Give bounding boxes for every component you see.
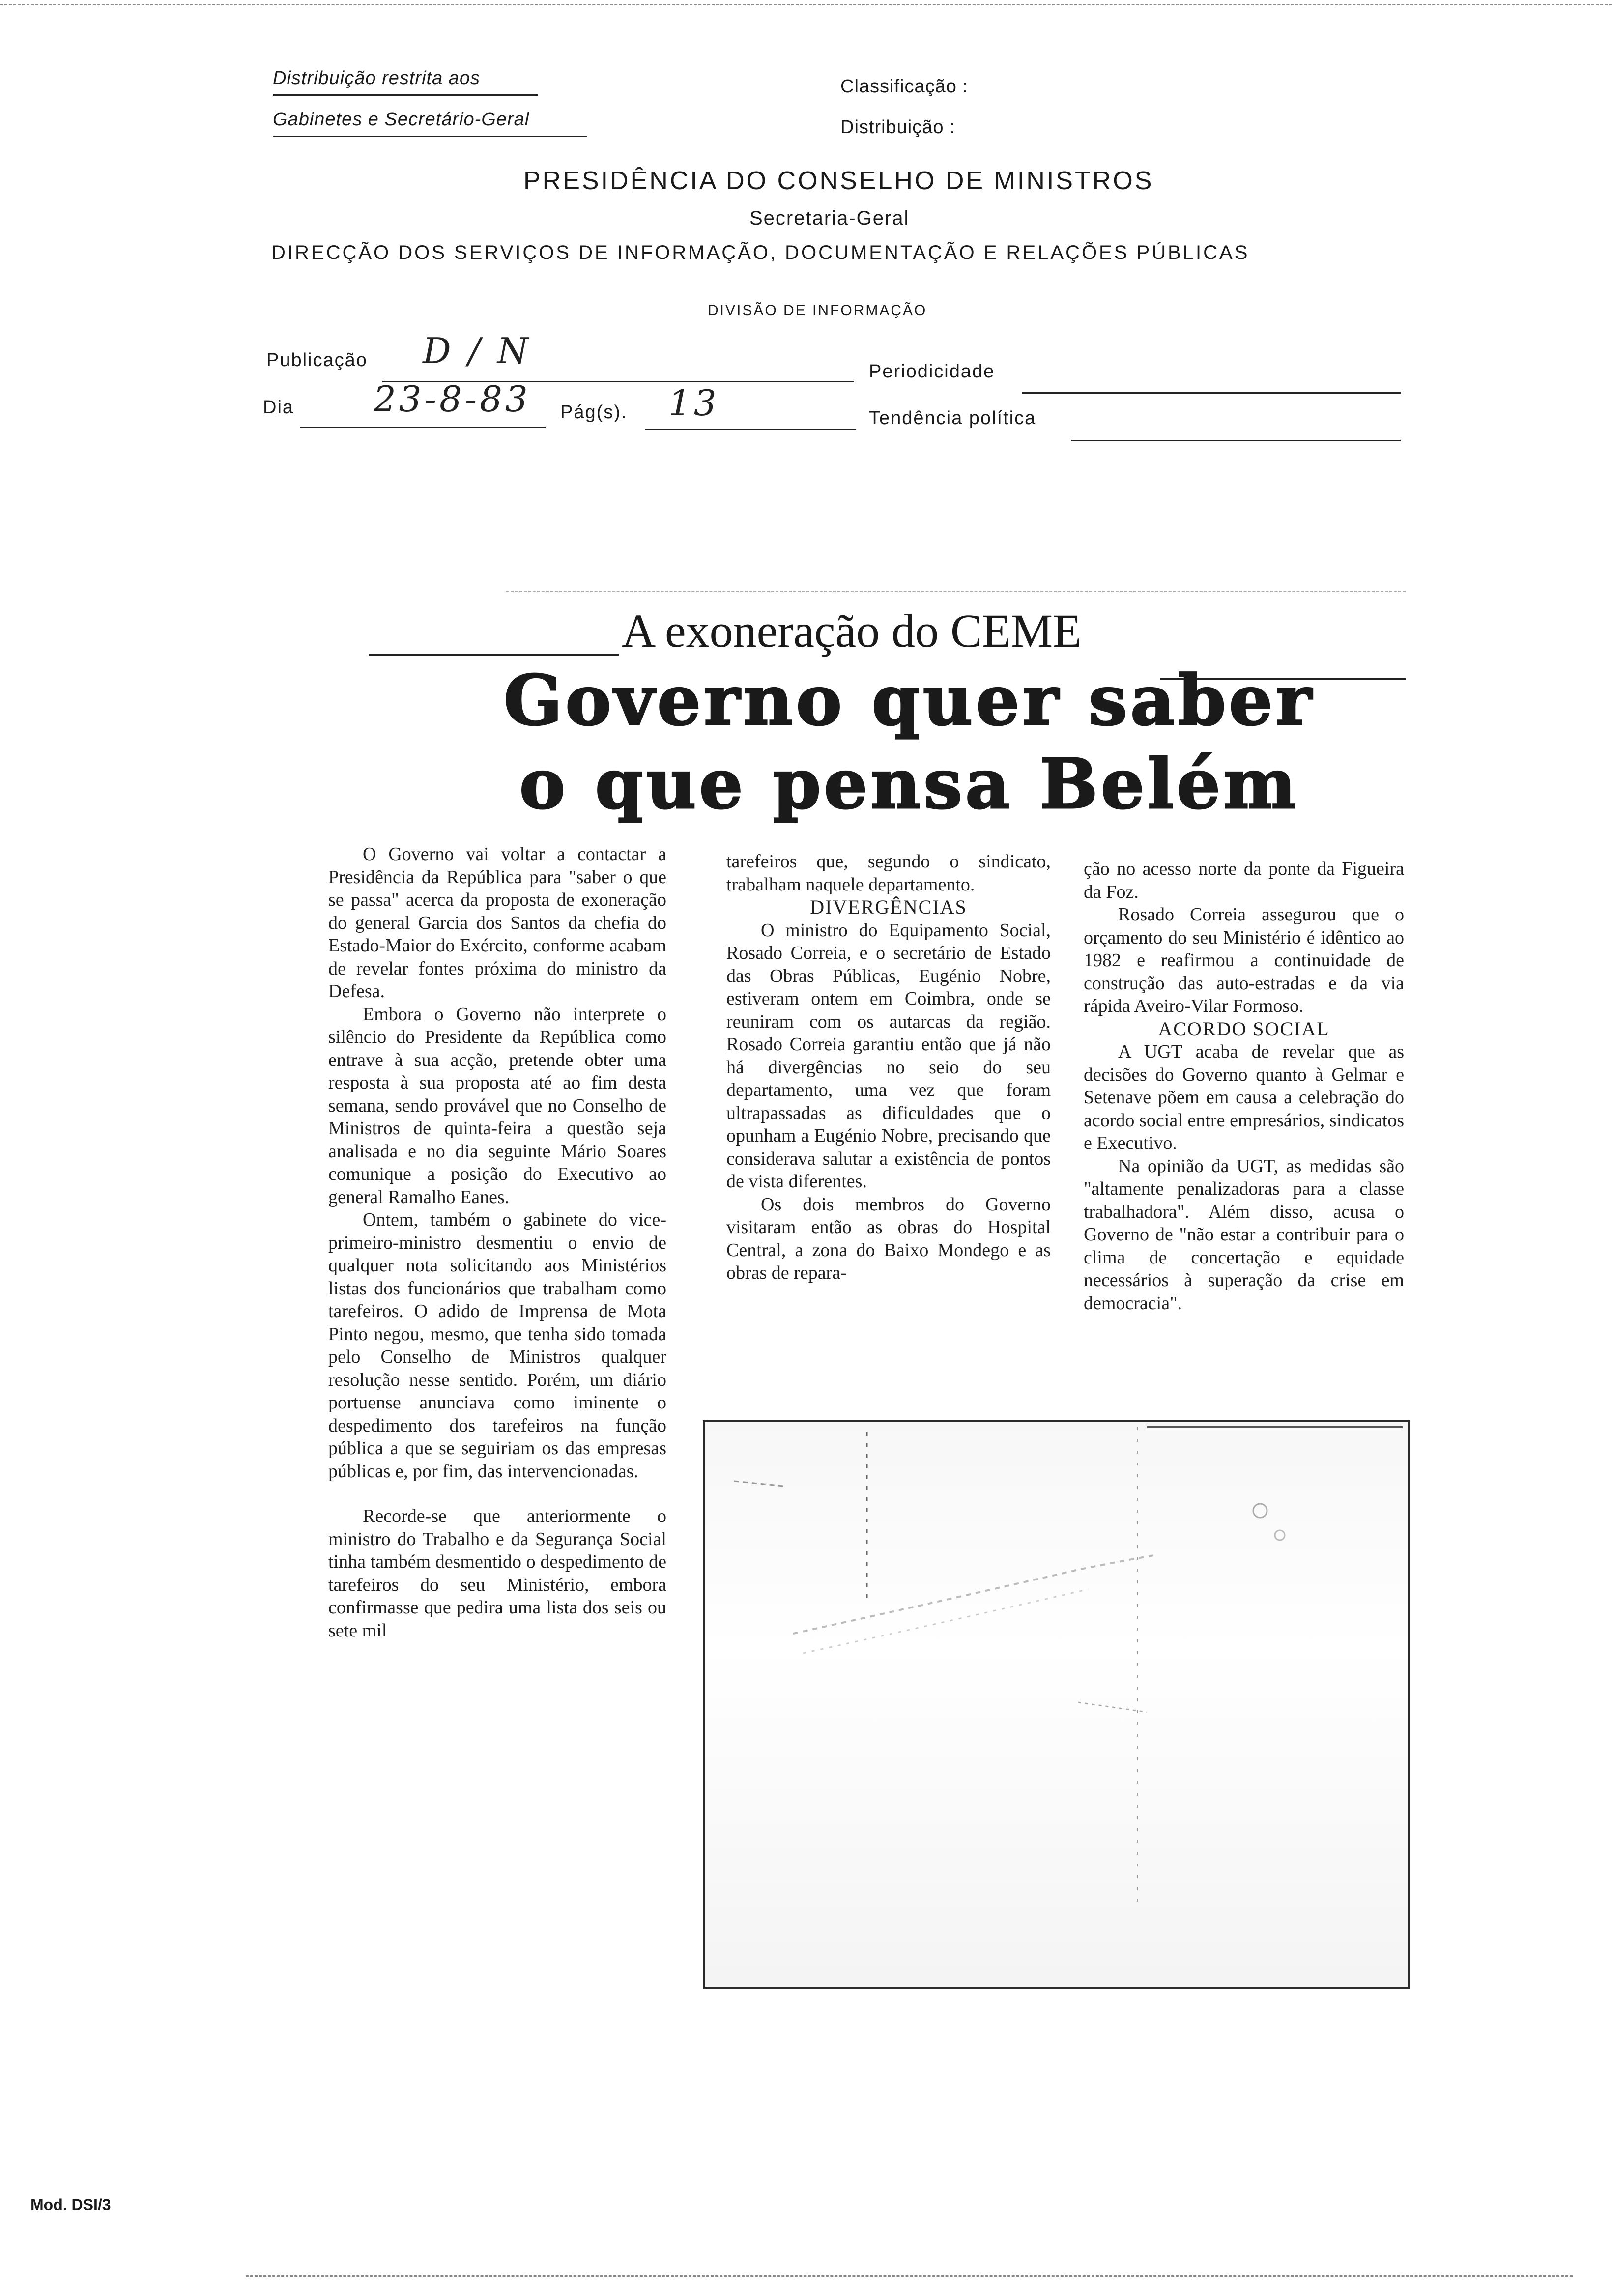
col1-paragraph: Ontem, também o gabinete do vice-primeiro-ministro desmentiu o envio de qualquer nota solicitando aos Ministérios listas dos funcionários que trabalham como tarefeiros. O adido de Imprensa de Mota Pinto negou, mesmo, que tenha sido tomada pelo Conselho de Ministros qualquer resolução nesse sentido. Porém, um diário portuense anunciava como iminente o despedimento dos tarefeiros na função pública a que se seguiriam os das empresas públicas e, por fim, das intervencionadas. <box>328 1209 666 1482</box>
col1-paragraph: Recorde-se que anteriormente o ministro do Trabalho e da Segurança Social tinha também desmentido o despedimento de tarefeiros do seu Ministério, embora confirmasse que pedira uma lista dos seis ou sete mil <box>328 1506 666 1641</box>
clipping-top-edge <box>506 591 1406 592</box>
day-value: 23-8-83 <box>374 378 531 420</box>
periodicity-underline <box>1022 392 1401 394</box>
day-label: Dia <box>263 397 294 418</box>
pages-label: Pág(s). <box>560 402 628 423</box>
photo-faded-content <box>705 1422 1408 1987</box>
article-headline-line2: o que pensa Belém <box>519 744 1299 825</box>
col1-paragraph: O Governo vai voltar a contactar a Presidência da República para "saber o que se passa" acerca da proposta de exoneração do general Garcia dos Santos da chefia do Estado-Maior do Exército, conforme acabam de revelar fontes próxima do ministro da Defesa. <box>328 844 666 1002</box>
pages-underline <box>645 429 856 430</box>
day-underline <box>300 427 546 428</box>
tendency-underline <box>1071 440 1401 441</box>
distribution-label: Distribuição : <box>840 117 955 138</box>
periodicity-label: Periodicidade <box>869 361 995 382</box>
col3-paragraph: Rosado Correia assegurou que o orçamento do seu Ministério é idêntico ao 1982 e reafirmou a continuidade de construção das auto-estradas e da via rápida Aveiro-Vilar Formoso. <box>1084 904 1404 1016</box>
article-column-1 <box>328 843 666 1642</box>
col2-paragraph: Os dois membros do Governo visitaram então as obras do Hospital Central, a zona do Baixo Mondego e as obras de repara- <box>726 1194 1051 1283</box>
col2-subhead: DIVERGÊNCIAS <box>810 896 967 918</box>
publication-value: D / N <box>423 330 531 372</box>
article-column-2 <box>726 850 1051 1285</box>
col3-subhead: ACORDO SOCIAL <box>1158 1017 1330 1040</box>
article-headline-line1: Governo quer saber <box>503 660 1315 741</box>
tendency-label: Tendência política <box>869 408 1036 429</box>
col2-paragraph: tarefeiros que, segundo o sindicato, trabalham naquele departamento. <box>726 851 1051 895</box>
col2-paragraph: O ministro do Equipamento Social, Rosado Correia, e o secretário de Estado das Obras Públicas, Eugénio Nobre, estiveram ontem em Coimbra, onde se reuniram com os autarcas da região. Rosado Correia garantiu então que já não há divergências no seio do seu departamento, uma vez que foram ultrapassadas as dificuldades que o opunham a Eugénio Nobre, precisando que considerava salutar a existência de pontos de vista diferentes. <box>726 919 1051 1192</box>
article-column-3 <box>1084 858 1404 1315</box>
publication-label: Publicação <box>266 350 368 371</box>
division-title: DIVISÃO DE INFORMAÇÃO <box>708 302 927 318</box>
pages-value: 13 <box>668 382 720 424</box>
col3-paragraph: Na opinião da UGT, as medidas são "altamente penalizadoras para a classe trabalhadora". Além disso, acusa o Governo de "não estar a contribuir para o clima de concertação e equidade necessários à superação da crise em democracia". <box>1084 1155 1404 1314</box>
scan-edge-bottom <box>246 2275 1573 2277</box>
presidency-title: PRESIDÊNCIA DO CONSELHO DE MINISTROS <box>523 167 1154 195</box>
model-code: Mod. DSI/3 <box>30 2196 111 2213</box>
classification-label: Classificação : <box>840 76 968 97</box>
article-kicker: A exoneração do CEME <box>622 604 1082 657</box>
directorate-title: DIRECÇÃO DOS SERVIÇOS DE INFORMAÇÃO, DOCUMENTAÇÃO E RELAÇÕES PÚBLICAS <box>271 242 1250 263</box>
col3-paragraph: ção no acesso norte da ponte da Figueira da Foz. <box>1084 859 1404 902</box>
scan-edge-top <box>0 4 1612 5</box>
restricted-underline-1 <box>273 94 538 96</box>
restricted-underline-2 <box>273 136 587 137</box>
restricted-line-2: Gabinetes e Secretário-Geral <box>273 109 530 130</box>
kicker-rule-left <box>369 654 619 656</box>
restricted-line-1: Distribuição restrita aos <box>273 68 481 88</box>
col1-paragraph: Embora o Governo não interprete o silêncio do Presidente da República como entrave à sua acção, pretende obter uma resposta à sua proposta até ao fim desta semana, sendo provável que no Conselho de Ministros de quinta-feira a questão seja analisada e no dia seguinte Mário Soares comunique a posição do Executivo ao general Ramalho Eanes. <box>328 1004 666 1207</box>
col3-paragraph: A UGT acaba de revelar que as decisões do Governo quanto à Gelmar e Setenave põem em causa a celebração do acordo social entre empresários, sindicatos e Executivo. <box>1084 1041 1404 1153</box>
article-photo <box>703 1420 1410 1989</box>
secretariat-subtitle: Secretaria-Geral <box>749 207 910 229</box>
